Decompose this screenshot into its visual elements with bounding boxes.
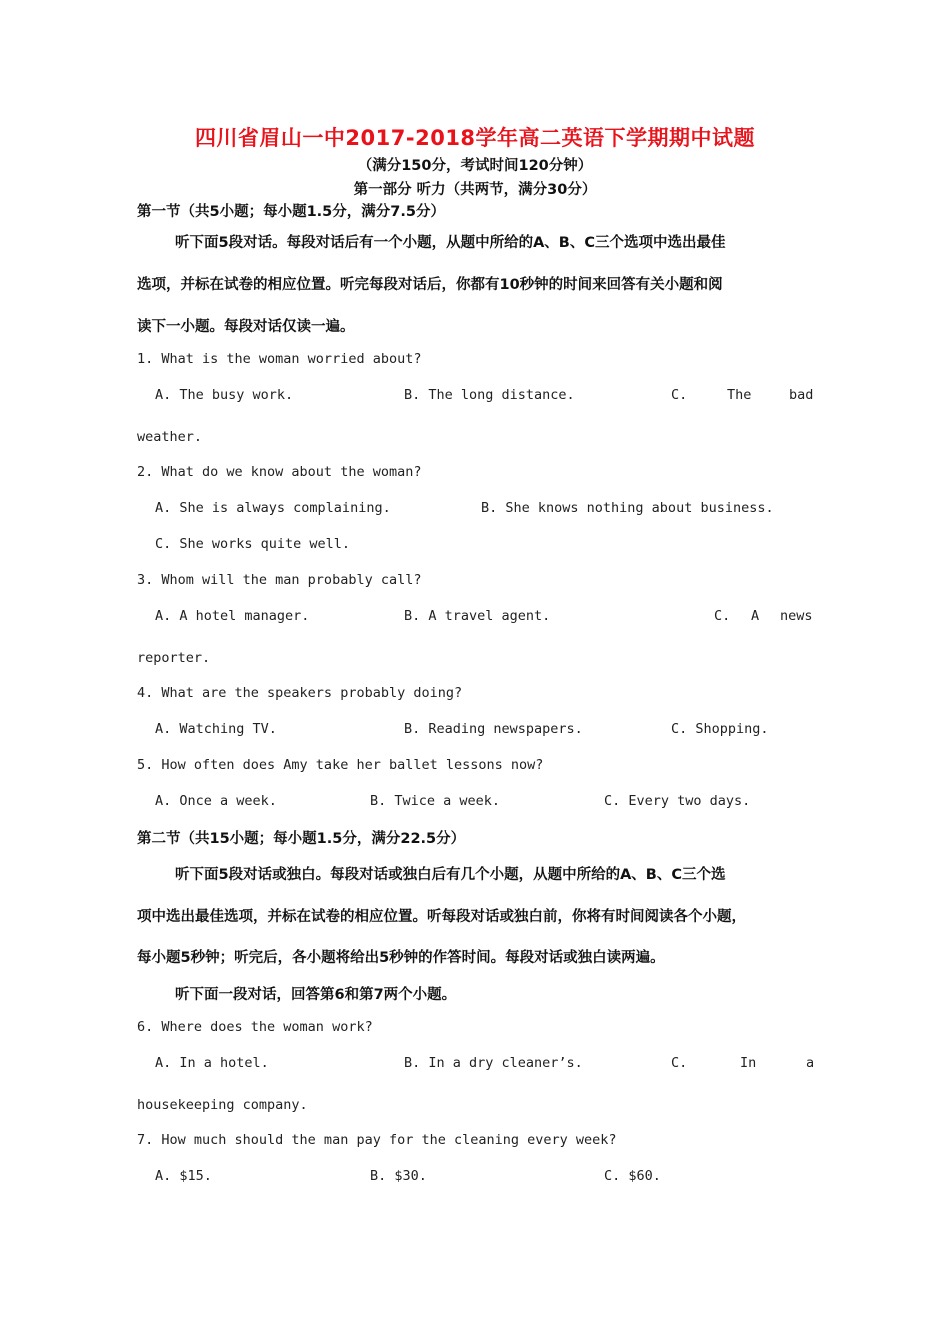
option-c: C. She works quite well. [155,536,351,552]
option-b: B. Twice a week. [370,793,501,809]
section1-instruction-line: 选项，并标在试卷的相应位置。听完每段对话后，你都有10秒钟的时间来回答有关小题和阅 [137,277,723,293]
option-a: A. In a hotel. [155,1055,269,1071]
option-c-word: The [727,387,752,403]
option-b: B. $30. [370,1168,427,1184]
option-a: A. She is always complaining. [155,500,391,516]
question-stem: 3. Whom will the man probably call? [137,572,422,588]
section1-instruction-line: 读下一小题。每段对话仅读一遍。 [137,319,355,335]
option-b: B. A travel agent. [404,608,551,624]
option-b: B. She knows nothing about business. [481,500,774,516]
option-c-label: C. [671,1055,688,1071]
option-b: B. The long distance. [404,387,575,403]
option-c-word: In [740,1055,757,1071]
question-stem: 2. What do we know about the woman? [137,464,422,480]
question-stem: 7. How much should the man pay for the cleaning every week? [137,1132,617,1148]
option-a: A. $15. [155,1168,212,1184]
part1-title: 第一部分 听力（共两节，满分30分） [353,182,597,198]
option-c-wrap: housekeeping company. [137,1097,308,1113]
option-b: B. Reading newspapers. [404,721,583,737]
option-a: A. The busy work. [155,387,294,403]
option-c-label: C. [714,608,731,624]
option-c-word: A [751,608,760,624]
option-a: A. Watching TV. [155,721,277,737]
option-c-wrap: reporter. [137,650,211,666]
question-stem: 4. What are the speakers probably doing? [137,685,463,701]
option-c-label: C. [671,387,688,403]
section2-instruction-line: 项中选出最佳选项，并标在试卷的相应位置。听每段对话或独白前，你将有时间阅读各个小题， [137,909,746,925]
option-a: A. A hotel manager. [155,608,310,624]
section2-instruction-line: 每小题5秒钟；听完后，各小题将给出5秒钟的作答时间。每段对话或独白读两遍。 [137,950,665,966]
option-c: C. Every two days. [604,793,751,809]
option-c-wrap: weather. [137,429,203,445]
question-stem: 6. Where does the woman work? [137,1019,373,1035]
question-stem: 5. How often does Amy take her ballet lessons now? [137,757,544,773]
section2-heading: 第二节（共15小题；每小题1.5分，满分22.5分） [137,831,466,847]
option-c-word: a [806,1055,815,1071]
exam-subtitle: （满分150分，考试时间120分钟） [357,158,593,174]
option-a: A. Once a week. [155,793,277,809]
option-c: C. $60. [604,1168,661,1184]
dialogue-note: 听下面一段对话，回答第6和第7两个小题。 [175,987,457,1003]
option-c: C. Shopping. [671,721,769,737]
option-b: B. In a dry cleaner’s. [404,1055,583,1071]
exam-title: 四川省眉山一中2017-2018学年高二英语下学期期中试题 [194,126,756,150]
section1-heading: 第一节（共5小题；每小题1.5分，满分7.5分） [137,204,445,220]
section2-instruction-line: 听下面5段对话或独白。每段对话或独白后有几个小题，从题中所给的A、B、C三个选 [175,867,726,883]
question-stem: 1. What is the woman worried about? [137,351,422,367]
option-c-word: bad [789,387,814,403]
section1-instruction-line: 听下面5段对话。每段对话后有一个小题，从题中所给的A、B、C三个选项中选出最佳 [175,235,726,251]
option-c-word: news [780,608,813,624]
